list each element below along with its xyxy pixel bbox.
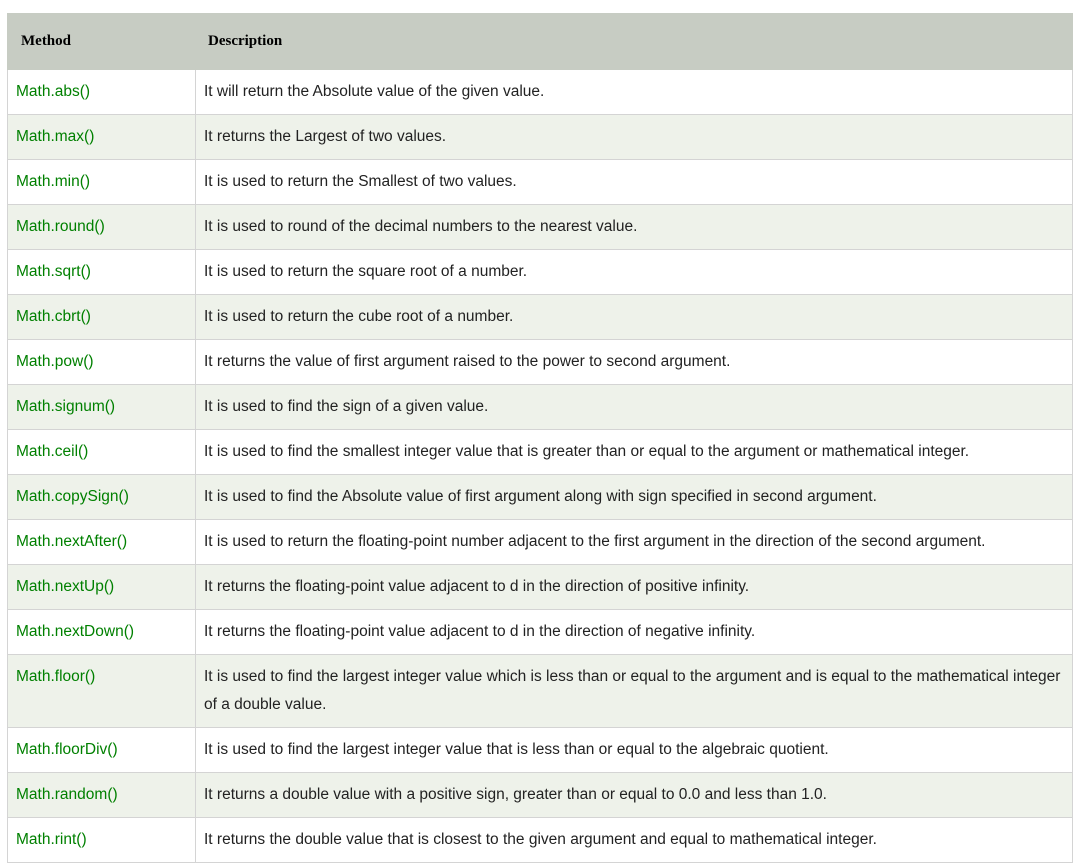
method-name: Math.nextUp() — [8, 565, 196, 610]
table-row — [8, 565, 1073, 610]
method-name: Math.random() — [8, 773, 196, 818]
method-name: Math.floorDiv() — [8, 728, 196, 773]
table-row — [8, 115, 1073, 160]
table-row — [8, 295, 1073, 340]
method-name: Math.ceil() — [8, 430, 196, 475]
method-description: It returns the double value that is closest to the given argument and equal to mathematical integer. — [196, 818, 1073, 863]
table-row — [8, 430, 1073, 475]
table-row — [8, 340, 1073, 385]
method-description: It returns the value of first argument raised to the power to second argument. — [196, 340, 1073, 385]
method-name: Math.abs() — [8, 70, 196, 115]
method-name: Math.floor() — [8, 655, 196, 728]
method-description: It is used to round of the decimal numbers to the nearest value. — [196, 205, 1073, 250]
method-name: Math.nextDown() — [8, 610, 196, 655]
method-description: It returns a double value with a positive sign, greater than or equal to 0.0 and less than 1.0. — [196, 773, 1073, 818]
table-row — [8, 773, 1073, 818]
table-body — [8, 70, 1073, 863]
method-name: Math.pow() — [8, 340, 196, 385]
methods-table-container — [7, 13, 1072, 863]
method-description: It is used to find the largest integer value which is less than or equal to the argument and is equal to the mathematical integer of a double value. — [196, 655, 1073, 728]
table-row — [8, 610, 1073, 655]
method-description: It is used to find the Absolute value of first argument along with sign specified in second argument. — [196, 475, 1073, 520]
math-methods-table — [7, 13, 1073, 863]
table-row — [8, 728, 1073, 773]
method-name: Math.signum() — [8, 385, 196, 430]
table-header-row — [8, 14, 1073, 70]
method-description: It returns the floating-point value adjacent to d in the direction of negative infinity. — [196, 610, 1073, 655]
method-description: It is used to find the sign of a given value. — [196, 385, 1073, 430]
method-description: It is used to return the Smallest of two values. — [196, 160, 1073, 205]
table-row — [8, 475, 1073, 520]
table-row — [8, 250, 1073, 295]
method-description: It is used to find the largest integer value that is less than or equal to the algebraic quotient. — [196, 728, 1073, 773]
table-row — [8, 818, 1073, 863]
header-description: Description — [196, 14, 1073, 70]
table-row — [8, 205, 1073, 250]
method-name: Math.rint() — [8, 818, 196, 863]
method-name: Math.copySign() — [8, 475, 196, 520]
header-method: Method — [8, 14, 196, 70]
table-row — [8, 655, 1073, 728]
table-row — [8, 70, 1073, 115]
method-name: Math.cbrt() — [8, 295, 196, 340]
method-name: Math.max() — [8, 115, 196, 160]
method-name: Math.sqrt() — [8, 250, 196, 295]
method-description: It will return the Absolute value of the given value. — [196, 70, 1073, 115]
method-name: Math.nextAfter() — [8, 520, 196, 565]
method-description: It returns the Largest of two values. — [196, 115, 1073, 160]
method-description: It returns the floating-point value adjacent to d in the direction of positive infinity. — [196, 565, 1073, 610]
method-name: Math.min() — [8, 160, 196, 205]
table-row — [8, 520, 1073, 565]
method-description: It is used to return the cube root of a number. — [196, 295, 1073, 340]
method-name: Math.round() — [8, 205, 196, 250]
table-row — [8, 160, 1073, 205]
method-description: It is used to return the square root of a number. — [196, 250, 1073, 295]
method-description: It is used to find the smallest integer value that is greater than or equal to the argument or mathematical integer. — [196, 430, 1073, 475]
table-row — [8, 385, 1073, 430]
method-description: It is used to return the floating-point number adjacent to the first argument in the direction of the second argument. — [196, 520, 1073, 565]
